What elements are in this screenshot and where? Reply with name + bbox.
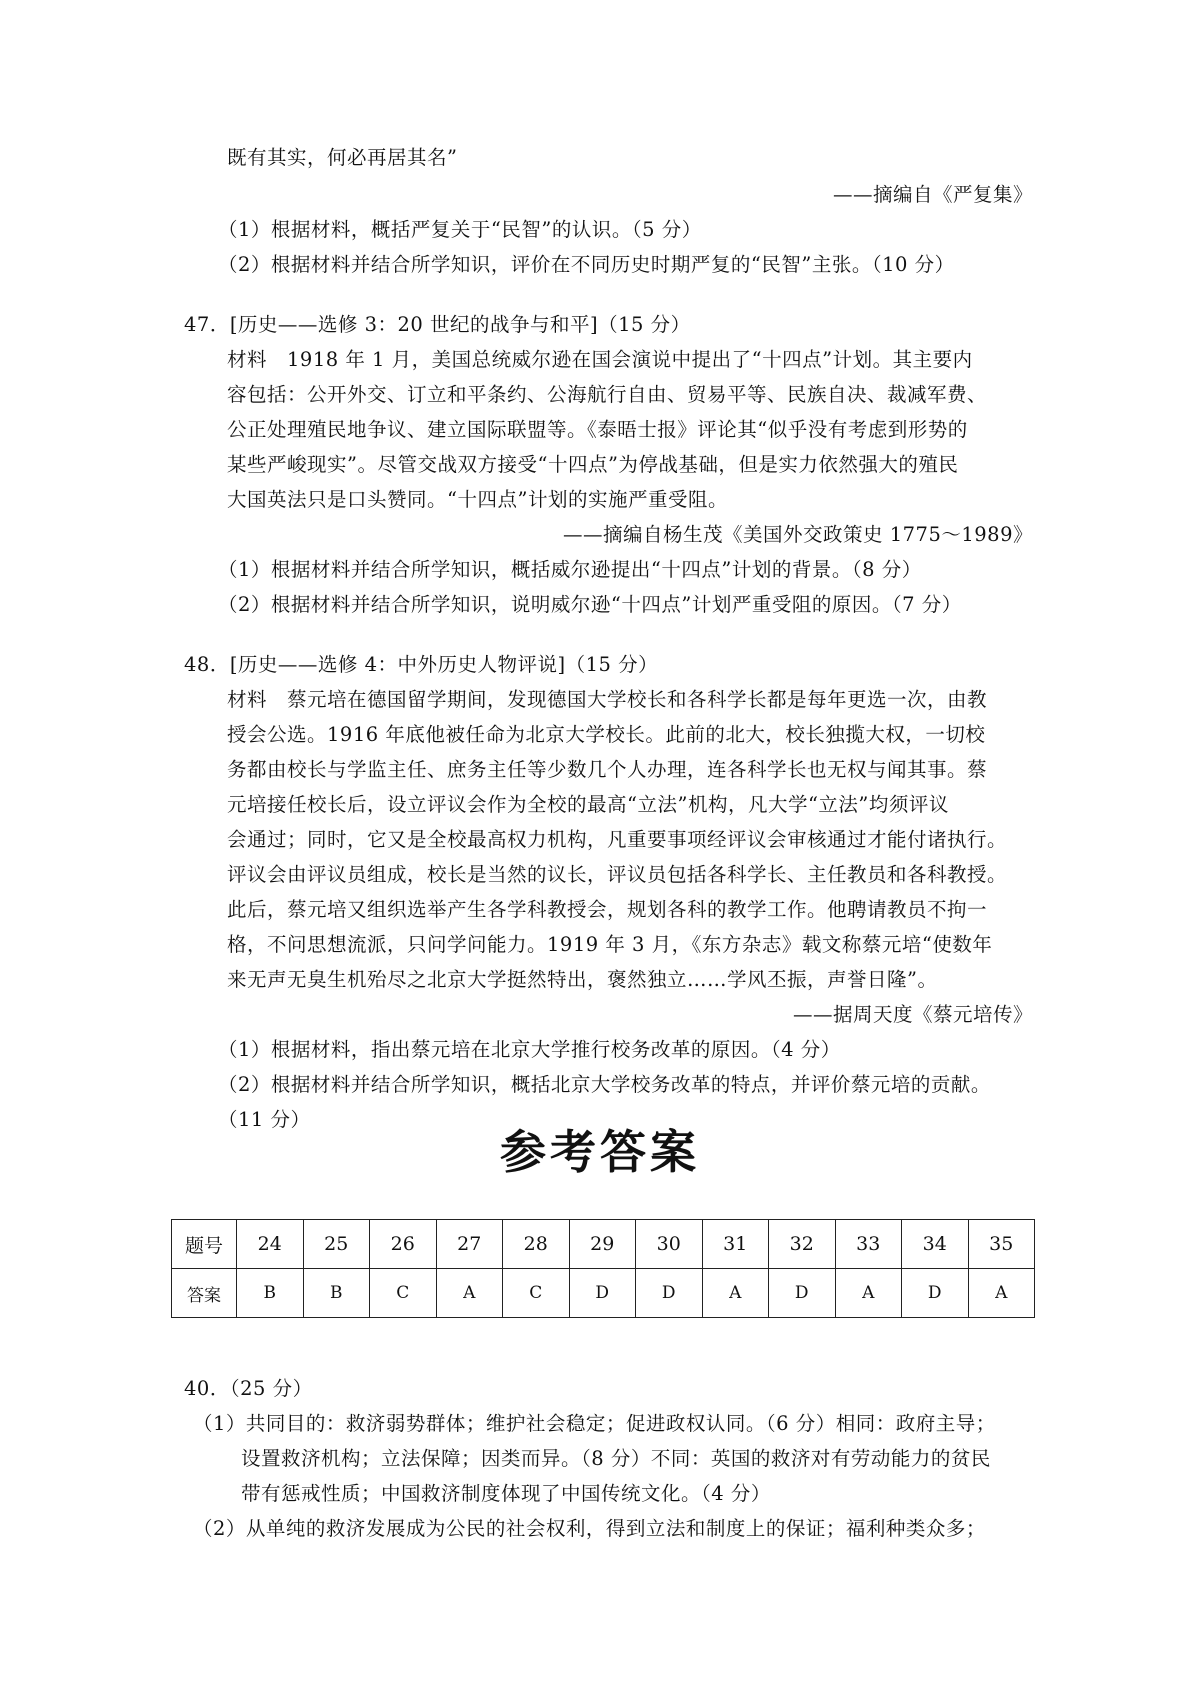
q40-answer-line: （2）从单纯的救济发展成为公民的社会权利，得到立法和制度上的保证；福利种类众多； bbox=[193, 1517, 986, 1540]
answer-letter: B bbox=[237, 1269, 304, 1318]
question-number: 24 bbox=[237, 1220, 304, 1269]
answer-letter: D bbox=[769, 1269, 836, 1318]
answer-letter: A bbox=[835, 1269, 902, 1318]
q46-source: ——摘编自《严复集》 bbox=[832, 183, 1033, 206]
answer-letter: D bbox=[636, 1269, 703, 1318]
answer-letter: B bbox=[303, 1269, 370, 1318]
q47-header: 47．[历史——选修 3：20 世纪的战争与和平]（15 分） bbox=[184, 313, 691, 336]
question-number: 30 bbox=[636, 1220, 703, 1269]
q47-sub1: （1）根据材料并结合所学知识，概括威尔逊提出“十四点”计划的背景。（8 分） bbox=[218, 558, 922, 581]
question-number: 33 bbox=[835, 1220, 902, 1269]
q46-quote-end: 既有其实，何必再居其名” bbox=[227, 146, 458, 169]
q47-material-line: 某些严峻现实”。尽管交战双方接受“十四点”为停战基础，但是实力依然强大的殖民 bbox=[227, 453, 959, 476]
answer-letter: A bbox=[702, 1269, 769, 1318]
question-number: 32 bbox=[769, 1220, 836, 1269]
answer-letter: A bbox=[436, 1269, 503, 1318]
question-number: 26 bbox=[370, 1220, 437, 1269]
q47-material-line: 公正处理殖民地争议、建立国际联盟等。《泰晤士报》评论其“似乎没有考虑到形势的 bbox=[227, 418, 968, 441]
row-label-question: 题号 bbox=[172, 1220, 237, 1269]
q40-answer-header: 40．（25 分） bbox=[184, 1377, 313, 1400]
q48-source: ——据周天度《蔡元培传》 bbox=[792, 1003, 1033, 1026]
q48-material-line: 来无声无臭生机殆尽之北京大学挺然特出，褒然独立……学风丕振，声誉日隆”。 bbox=[227, 968, 938, 991]
q48-material-line: 此后，蔡元培又组织选举产生各学科教授会，规划各科的教学工作。他聘请教员不拘一 bbox=[227, 898, 988, 921]
q48-material-line: 材料 蔡元培在德国留学期间，发现德国大学校长和各科学长都是每年更选一次，由教 bbox=[227, 688, 988, 711]
question-number: 25 bbox=[303, 1220, 370, 1269]
q40-answer-line: （1）共同目的：救济弱势群体；维护社会稳定；促进政权认同。（6 分）相同：政府主导； bbox=[193, 1412, 996, 1435]
q48-material-line: 会通过；同时，它又是全校最高权力机构，凡重要事项经评议会审核通过才能付诸执行。 bbox=[227, 828, 1008, 851]
answer-letter: C bbox=[503, 1269, 570, 1318]
answer-letter: A bbox=[968, 1269, 1035, 1318]
q48-sub2-cont: （11 分） bbox=[218, 1108, 311, 1131]
q48-material-line: 评议会由评议员组成，校长是当然的议长，评议员包括各科学长、主任教员和各科教授。 bbox=[227, 863, 1008, 886]
q46-sub1: （1）根据材料，概括严复关于“民智”的认识。（5 分） bbox=[218, 218, 702, 241]
q48-sub2: （2）根据材料并结合所学知识，概括北京大学校务改革的特点，并评价蔡元培的贡献。 bbox=[218, 1073, 991, 1096]
q47-material-line: 容包括：公开外交、订立和平条约、公海航行自由、贸易平等、民族自决、裁减军费、 bbox=[227, 383, 988, 406]
q48-header: 48．[历史——选修 4：中外历史人物评说]（15 分） bbox=[184, 653, 659, 676]
question-number: 29 bbox=[569, 1220, 636, 1269]
q40-answer-line: 带有惩戒性质；中国救济制度体现了中国传统文化。（4 分） bbox=[241, 1482, 771, 1505]
question-number-row bbox=[172, 1220, 1035, 1269]
q47-sub2: （2）根据材料并结合所学知识，说明威尔逊“十四点”计划严重受阻的原因。（7 分） bbox=[218, 593, 962, 616]
q47-material-line: 大国英法只是口头赞同。“十四点”计划的实施严重受阻。 bbox=[227, 488, 728, 511]
question-number: 34 bbox=[902, 1220, 969, 1269]
answer-table bbox=[171, 1219, 1035, 1318]
q48-material-line: 元培接任校长后，设立评议会作为全校的最高“立法”机构，凡大学“立法”均须评议 bbox=[227, 793, 949, 816]
q48-material-line: 授会公选。1916 年底他被任命为北京大学校长。此前的北大，校长独揽大权，一切校 bbox=[227, 723, 986, 746]
row-label-answer: 答案 bbox=[172, 1269, 237, 1318]
question-number: 35 bbox=[968, 1220, 1035, 1269]
answer-title: 参考答案 bbox=[500, 1125, 700, 1179]
answer-letter: D bbox=[902, 1269, 969, 1318]
answer-letter: D bbox=[569, 1269, 636, 1318]
answer-letter: C bbox=[370, 1269, 437, 1318]
q47-material-line: 材料 1918 年 1 月，美国总统威尔逊在国会演说中提出了“十四点”计划。其主要内 bbox=[227, 348, 973, 371]
q47-source: ——摘编自杨生茂《美国外交政策史 1775～1989》 bbox=[563, 523, 1033, 546]
q48-material-line: 格，不问思想流派，只问学问能力。1919 年 3 月，《东方杂志》载文称蔡元培“使数年 bbox=[227, 933, 993, 956]
q40-answer-line: 设置救济机构；立法保障；因类而异。（8 分）不同：英国的救济对有劳动能力的贫民 bbox=[241, 1447, 991, 1470]
question-number: 31 bbox=[702, 1220, 769, 1269]
q48-material-line: 务都由校长与学监主任、庶务主任等少数几个人办理，连各科学长也无权与闻其事。蔡 bbox=[227, 758, 988, 781]
question-number: 27 bbox=[436, 1220, 503, 1269]
q46-sub2: （2）根据材料并结合所学知识，评价在不同历史时期严复的“民智”主张。（10 分） bbox=[218, 253, 955, 276]
question-number: 28 bbox=[503, 1220, 570, 1269]
q48-sub1: （1）根据材料，指出蔡元培在北京大学推行校务改革的原因。（4 分） bbox=[218, 1038, 841, 1061]
answer-row bbox=[172, 1269, 1035, 1318]
